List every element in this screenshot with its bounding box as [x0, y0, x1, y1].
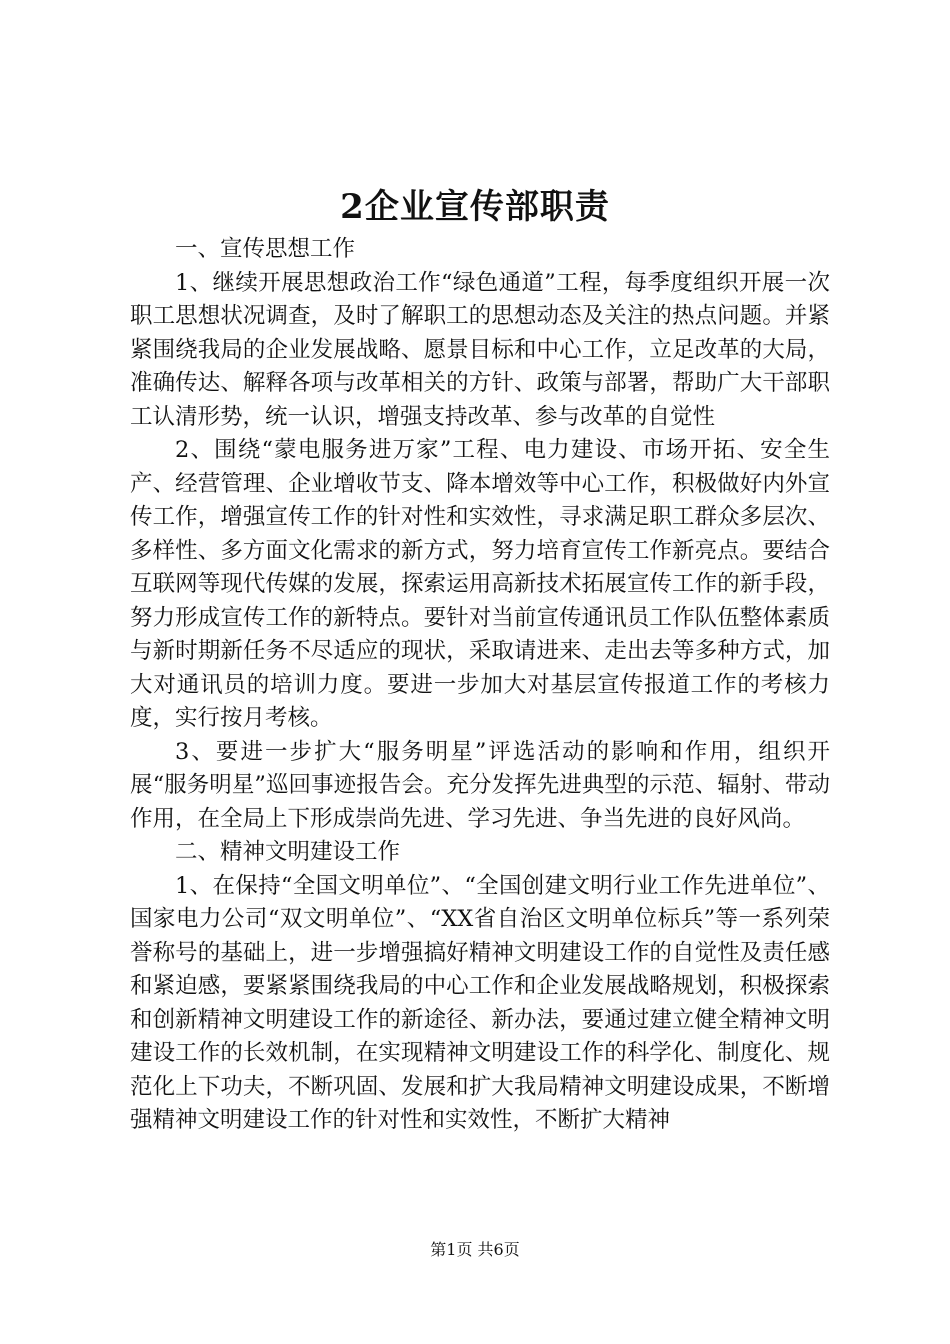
section-heading-propaganda: 一、宣传思想工作 — [175, 236, 356, 262]
document-body — [130, 233, 830, 1138]
document-title: 2企业宣传部职责 — [340, 187, 610, 227]
paragraph: 1、在保持“全国文明单位”、“全国创建文明行业工作先进单位”、国家电力公司“双文明单位”、“XX省自治区文明单位标兵”等一系列荣誉称号的基础上，进一步增强搞好精神文明建设工作的自觉性及责任感和紧迫感，要紧紧围绕我局的中心工作和企业发展战略规划，积极探索和创新精神文明建设工作的新途径、新办法，要通过建立健全精神文明建设工作的长效机制，在实现精神文明建设工作的科学化、制度化、规范化上下功夫，不断巩固、发展和扩大我局精神文明建设成果，不断增强精神文明建设工作的针对性和实效性，不断扩大精神 — [130, 872, 830, 1133]
paragraph: 2、围绕“蒙电服务进万家”工程、电力建设、市场开拓、安全生产、经营管理、企业增收节支、降本增效等中心工作，积极做好内外宣传工作，增强宣传工作的针对性和实效性，寻求满足职工群众多层次、多样性、多方面文化需求的新方式，努力培育宣传工作新亮点。要结合互联网等现代传媒的发展，探索运用高新技术拓展宣传工作的新手段，努力形成宣传工作的新特点。要针对当前宣传通讯员工作队伍整体素质与新时期新任务不尽适应的现状，采取请进来、走出去等多种方式，加大对通讯员的培训力度。要进一步加大对基层宣传报道工作的考核力度，实行按月考核。 — [130, 437, 830, 731]
paragraph: 1、继续开展思想政治工作“绿色通道”工程，每季度组织开展一次职工思想状况调查，及时了解职工的思想动态及关注的热点问题。并紧紧围绕我局的企业发展战略、愿景目标和中心工作，立足改革的大局，准确传达、解释各项与改革相关的方针、政策与部署，帮助广大干部职工认清形势，统一认识，增强支持改革、参与改革的自觉性 — [130, 269, 830, 430]
paragraph: 3、要进一步扩大“服务明星”评选活动的影响和作用，组织开展“服务明星”巡回事迹报告会。充分发挥先进典型的示范、辐射、带动作用，在全局上下形成崇尚先进、学习先进、争当先进的良好风尚。 — [130, 738, 830, 832]
section-heading-civilization: 二、精神文明建设工作 — [175, 839, 401, 865]
page-number-footer: 第1页 共6页 — [430, 1240, 520, 1259]
